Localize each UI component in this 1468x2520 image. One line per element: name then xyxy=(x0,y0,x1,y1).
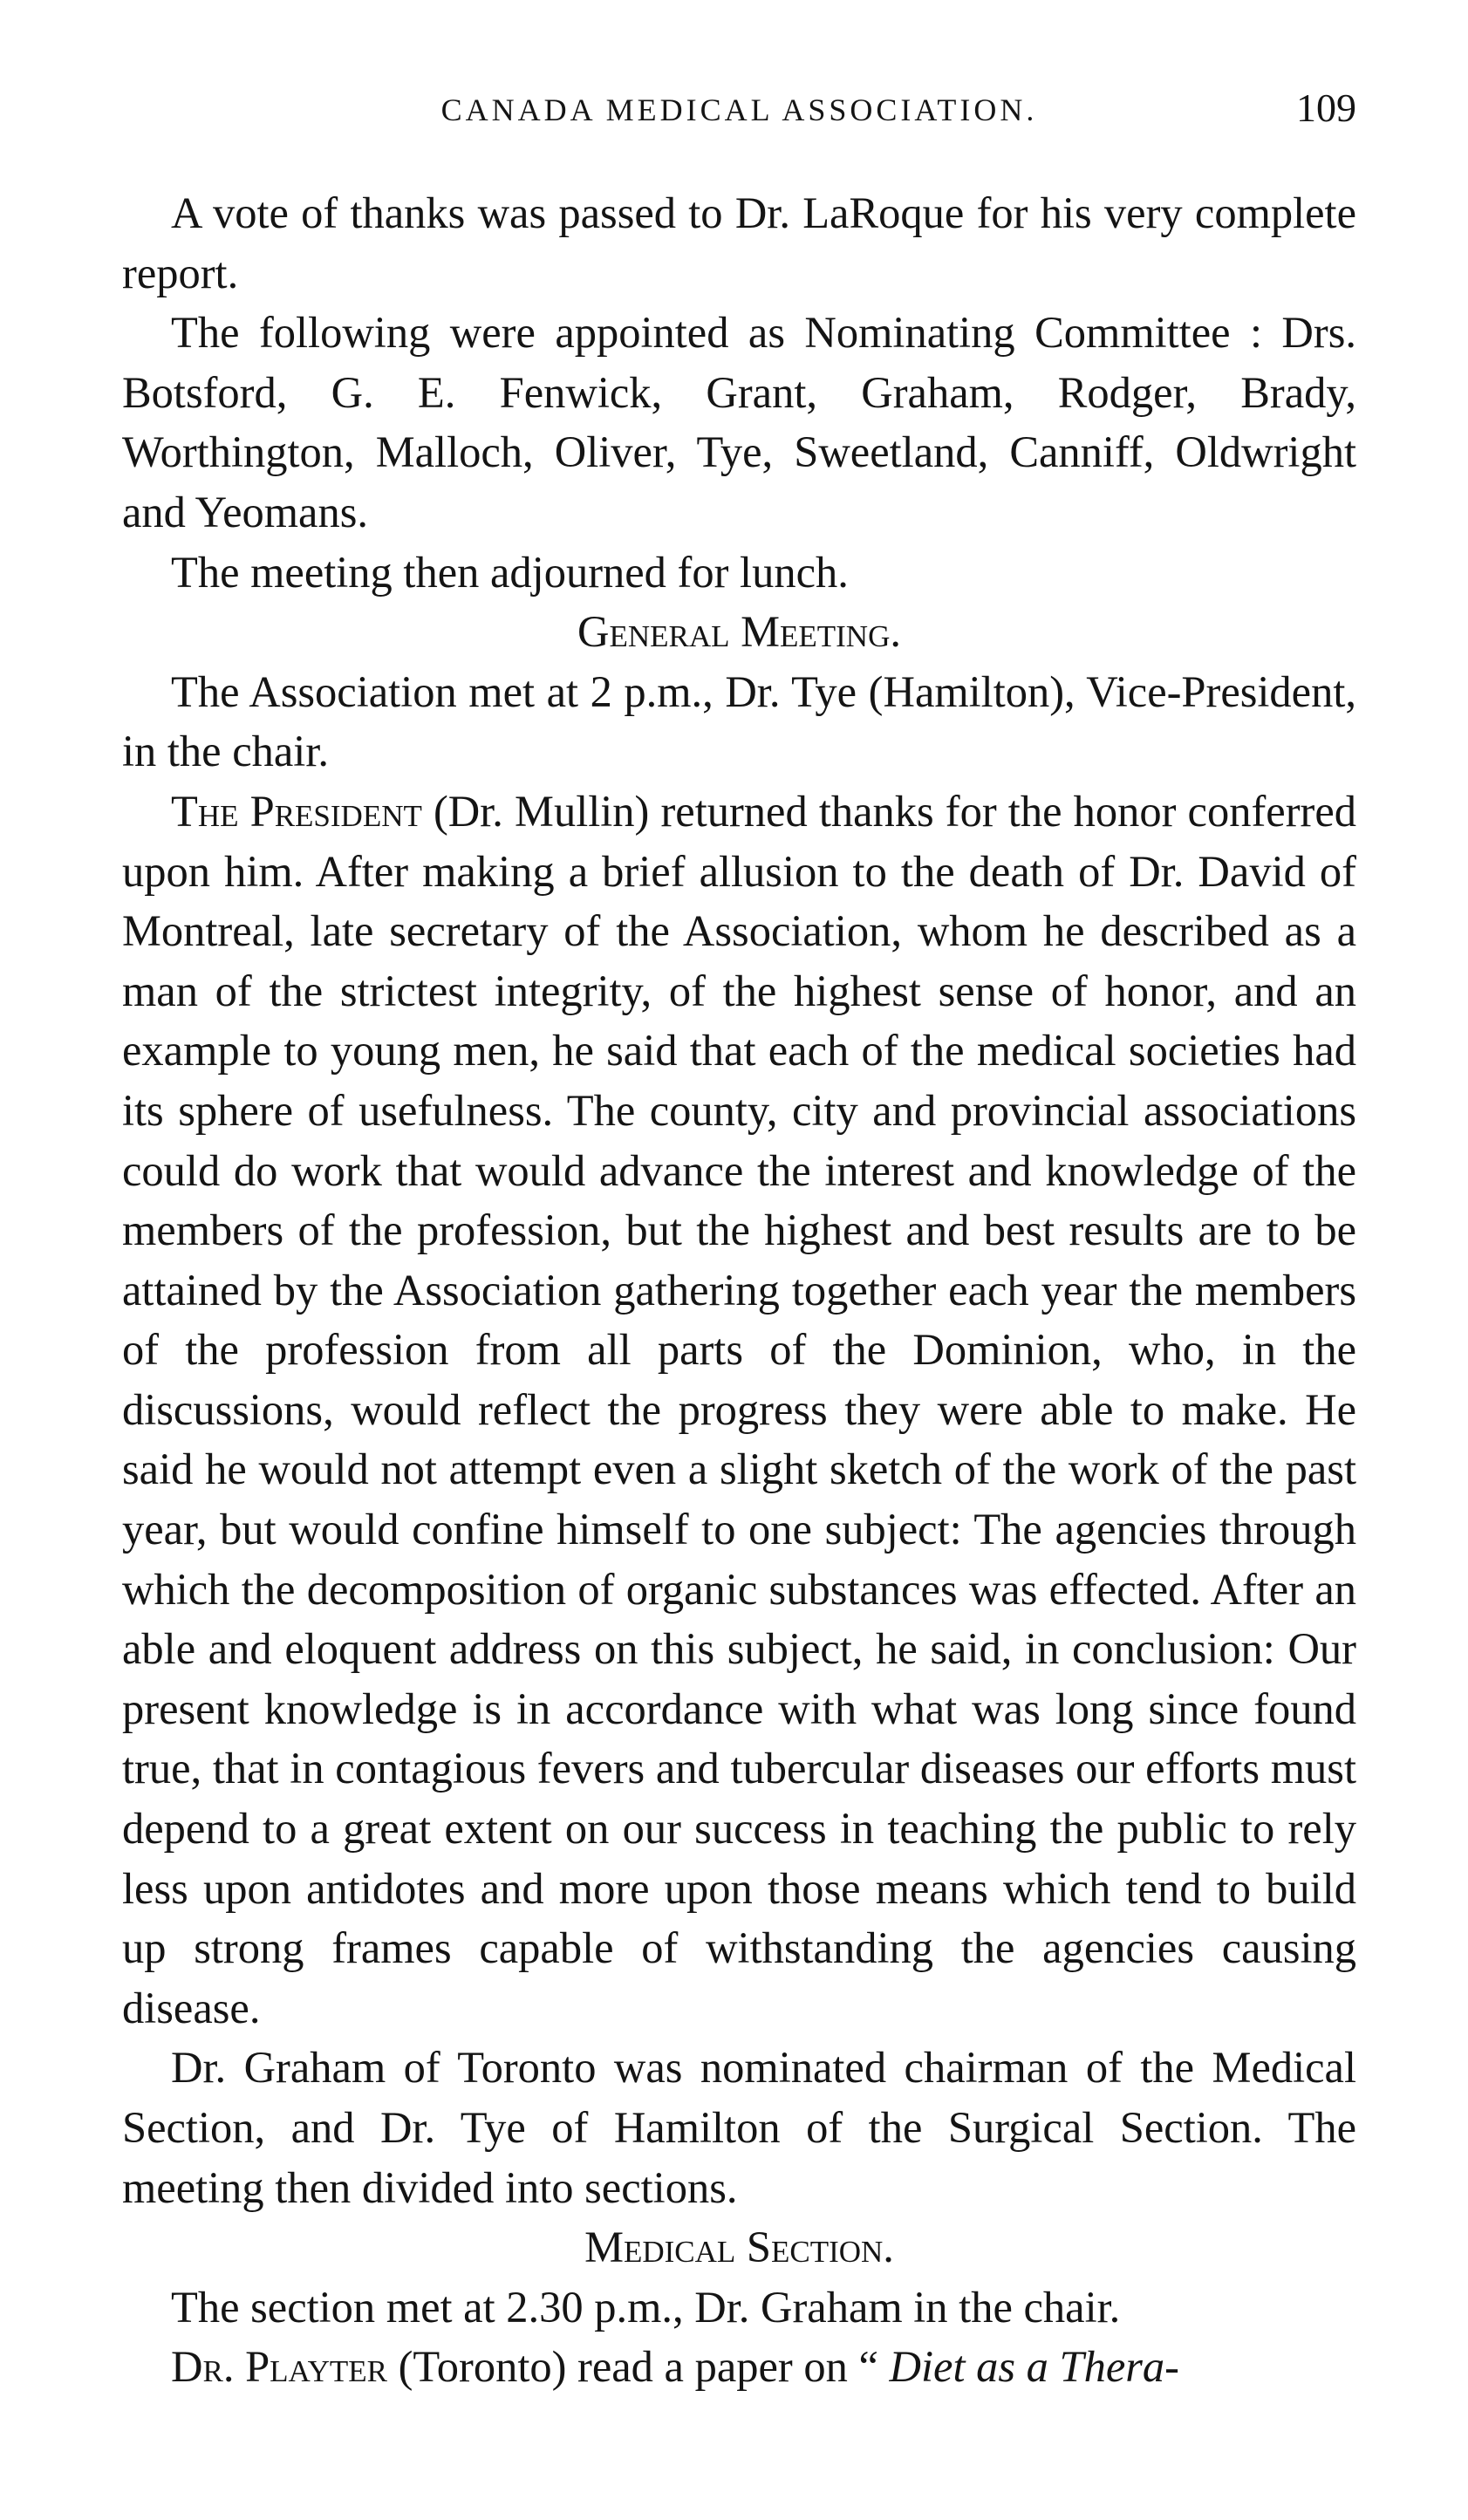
paragraph-sections-nominated: Dr. Graham of Toronto was nominated chairman of the Medical Section, and Dr. Tye of Hamilton of the Surgical Section. The meeting then divided into sections. xyxy=(122,2043,1356,2212)
paragraph-section-met: The section met at 2.30 p.m., Dr. Graham in the chair. xyxy=(171,2282,1121,2332)
paragraph-president-address-text: (Dr. Mullin) returned thanks for the honor conferred upon him. After making a brief allusion to the death of Dr. David of Montreal, late secretary of the Association, whom he described as a man of the strictest integrity, of the highest sense of honor, and an example to young men, he said that each of the medical societies had its sphere of usefulness. The county, city and provincial associations could do work that would advance the interest and knowledge of the members of the profession, but the highest and best results are to be attained by the Association gathering together each year the members of the profession from all parts of the Dominion, who, in the discussions, would reflect the progress they were able to make. He said he would not attempt even a slight sketch of the work of the past year, but would confine himself to one subject: The agencies through which the decomposition of organic substances was effected. After an able and eloquent address on this subject, he said, in conclusion: Our present knowledge is in accordance with what was long since found true, that in contagious fevers and tubercular diseases our efforts must depend to a great extent on our success in teaching the public to rely less upon antidotes and more upon those means which tend to build up strong frames capable of withstanding the agencies causing disease. xyxy=(122,786,1357,2032)
running-title: CANADA MEDICAL ASSOCIATION. xyxy=(440,92,1038,127)
page xyxy=(122,74,1356,2397)
page-number: 109 xyxy=(1296,85,1356,130)
speaker-president: The President xyxy=(171,786,422,836)
text-body xyxy=(122,183,1356,2397)
paragraph-association-met: The Association met at 2 p.m., Dr. Tye (Hamilton), Vice-President, in the chair. xyxy=(122,666,1356,776)
paper-title: Diet as a Thera- xyxy=(889,2342,1179,2392)
heading-general-meeting: General Meeting. xyxy=(577,607,901,657)
paragraph-nominating-committee: The following were appointed as Nominating Committee : Drs. Botsford, G. E. Fenwick, Grant, Graham, Rodger, Brady, Worthington, Malloch, Oliver, Tye, Sweetland, Canniff, Oldwright and Yeomans. xyxy=(122,308,1356,536)
heading-medical-section: Medical Section. xyxy=(584,2223,894,2272)
paragraph-playter-text: (Toronto) read a paper on “ xyxy=(386,2342,890,2392)
paragraph-president-address xyxy=(122,782,1356,2038)
paragraph-adjourned-lunch: The meeting then adjourned for lunch. xyxy=(171,547,849,597)
speaker-playter: Dr. Playter xyxy=(171,2342,387,2392)
paragraph-playter-paper xyxy=(122,2337,1356,2397)
paragraph-vote-of-thanks: A vote of thanks was passed to Dr. LaRoque for his very complete report. xyxy=(122,188,1356,297)
running-head xyxy=(122,74,1356,135)
